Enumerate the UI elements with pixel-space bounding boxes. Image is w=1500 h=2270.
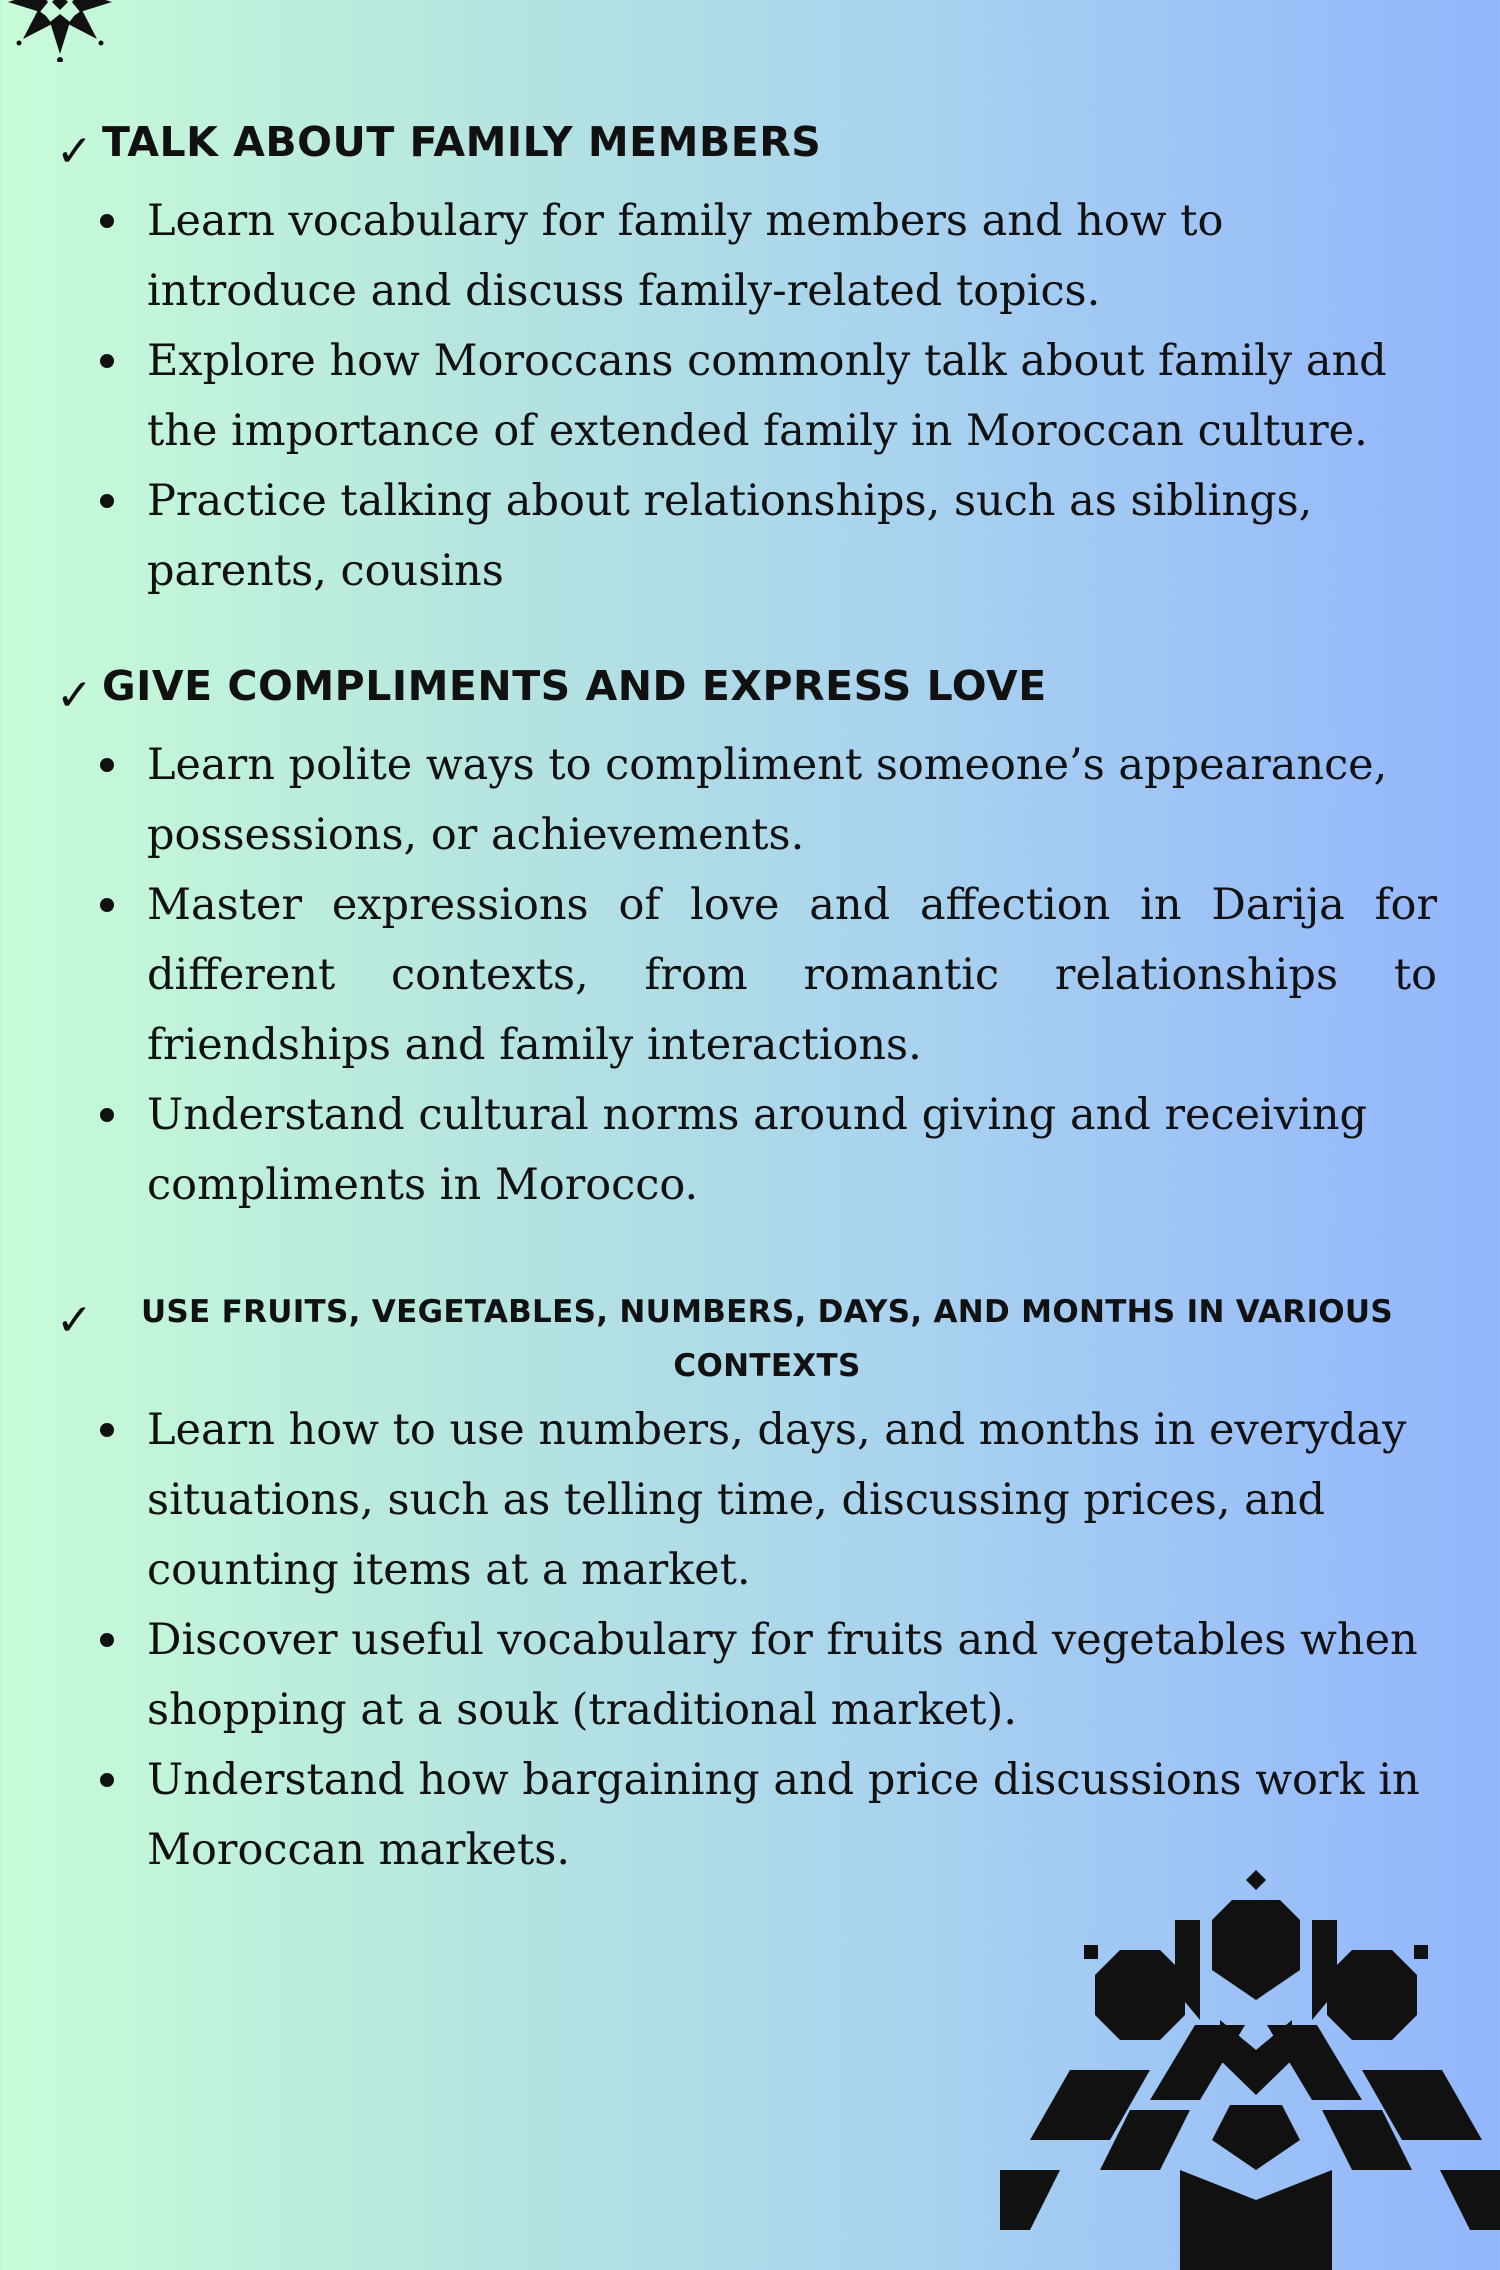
moroccan-star-ornament-icon — [0, 0, 120, 62]
section-heading-row — [0, 1285, 1500, 1393]
section-fruits-numbers-days — [0, 1285, 1500, 1875]
section-heading: USE FRUITS, VEGETABLES, NUMBERS, DAYS, AND MONTHS IN VARIOUS CONTEXTS — [140, 1294, 1394, 1384]
list-item: Learn how to use numbers, days, and months in everyday situations, such as telling time, discussing prices, and counting items at a market. — [0, 1395, 1437, 1605]
bullet-icon — [100, 494, 114, 508]
list-item: Explore how Moroccans commonly talk about family and the importance of extended family in Moroccan culture. — [0, 326, 1437, 466]
checkmark-icon: ✓ — [56, 670, 93, 721]
bullet-icon — [100, 354, 114, 368]
bullet-icon — [100, 1108, 114, 1122]
section-heading-row — [0, 118, 1500, 178]
bullet-icon — [100, 898, 114, 912]
list-item: Practice talking about relationships, such as siblings, parents, cousins — [0, 466, 1437, 606]
list-item: Learn polite ways to compliment someone’s appearance, possessions, or achievements. — [0, 730, 1437, 870]
bullet-icon — [100, 1423, 114, 1437]
list-item: Discover useful vocabulary for fruits and vegetables when shopping at a souk (traditional market). — [0, 1605, 1437, 1745]
bullet-icon — [100, 758, 114, 772]
bullet-icon — [100, 214, 114, 228]
list-item: Understand cultural norms around giving and receiving compliments in Morocco. — [0, 1080, 1437, 1220]
bullet-icon — [100, 1773, 114, 1787]
section-compliments-love — [0, 662, 1500, 1210]
section-heading: TALK ABOUT FAMILY MEMBERS — [102, 118, 822, 166]
section-family-members — [0, 118, 1500, 596]
bullet-list — [0, 730, 1500, 1220]
list-item: Master expressions of love and affection in Darija for different contexts, from romantic relationships to friendships and family interactions. — [0, 870, 1437, 1080]
bullet-icon — [100, 1633, 114, 1647]
checkmark-icon: ✓ — [56, 1295, 93, 1346]
bullet-list — [0, 186, 1500, 606]
section-heading: GIVE COMPLIMENTS AND EXPRESS LOVE — [102, 662, 1047, 710]
list-item: Learn vocabulary for family members and how to introduce and discuss family-related topics. — [0, 186, 1437, 326]
moroccan-star-ornament-icon — [1000, 1870, 1500, 2270]
bullet-list — [0, 1395, 1500, 1885]
list-item: Understand how bargaining and price discussions work in Moroccan markets. — [0, 1745, 1437, 1885]
section-heading-row — [0, 662, 1500, 722]
checkmark-icon: ✓ — [56, 126, 93, 177]
